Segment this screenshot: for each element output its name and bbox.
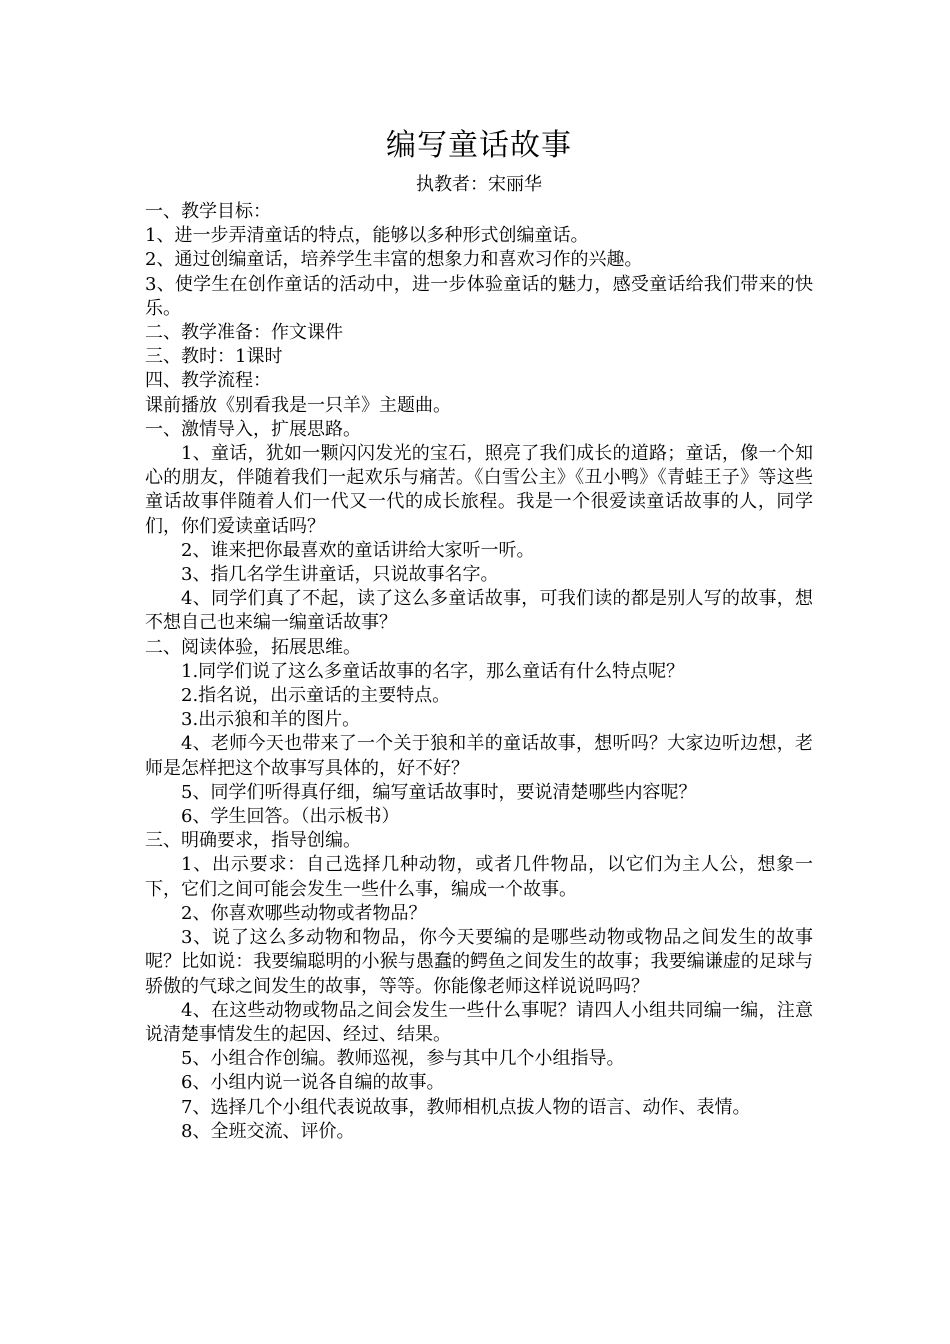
paragraph: 2、你喜欢哪些动物或者物品？ xyxy=(181,902,427,924)
paragraph: 5、小组合作创编。教师巡视，参与其中几个小组指导。 xyxy=(181,1048,625,1070)
document-body xyxy=(145,200,813,1144)
paragraph: 4、同学们真了不起，读了这么多童话故事，可我们读的都是别人写的故事，想不想自己也来编一编童话故事？ xyxy=(145,588,813,634)
paragraph: 一、激情导入，扩展思路。 xyxy=(145,418,361,440)
paragraph: 8、全班交流、评价。 xyxy=(181,1120,355,1142)
paragraph: 3、说了这么多动物和物品，你今天要编的是哪些动物或物品之间发生的故事呢？比如说：我要编聪明的小猴与愚蠢的鳄鱼之间发生的故事；我要编谦虚的足球与骄傲的气球之间发生的故事，等等。你能像老师这样说说吗吗？ xyxy=(145,927,813,997)
paragraph: 1、出示要求：自己选择几种动物，或者几件物品，以它们为主人公，想象一下，它们之间可能会发生一些什么事，编成一个故事。 xyxy=(145,854,813,900)
paragraph: 4、老师今天也带来了一个关于狼和羊的童话故事，想听吗？大家边听边想，老师是怎样把这个故事写具体的，好不好？ xyxy=(145,733,813,779)
paragraph: 二、阅读体验，拓展思维。 xyxy=(145,636,361,658)
paragraph: 一、教学目标： xyxy=(145,201,271,222)
paragraph: 7、选择几个小组代表说故事，教师相机点拔人物的语言、动作、表情。 xyxy=(181,1096,751,1118)
paragraph: 三、教时：1课时 xyxy=(145,346,283,368)
document-page xyxy=(145,124,813,1144)
document-author: 执教者：宋丽华 xyxy=(416,174,542,195)
paragraph: 课前播放《别看我是一只羊》主题曲。 xyxy=(145,394,451,416)
paragraph: 5、同学们听得真仔细，编写童话故事时，要说清楚哪些内容呢？ xyxy=(181,781,697,803)
paragraph: 2、谁来把你最喜欢的童话讲给大家听一听。 xyxy=(181,539,535,561)
paragraph: 1、童话，犹如一颗闪闪发光的宝石，照亮了我们成长的道路；童话，像一个知心的朋友，伴随着我们一起欢乐与痛苦。《白雪公主》《丑小鸭》《青蛙王子》等这些童话故事伴随着人们一代又一代的成长旅程。我是一个很爱读童话故事的人，同学们，你们爱读童话吗？ xyxy=(145,443,813,537)
paragraph: 二、教学准备：作文课件 xyxy=(145,322,343,344)
paragraph: 1、进一步弄清童话的特点，能够以多种形式创编童话。 xyxy=(145,225,589,247)
paragraph: 3.出示狼和羊的图片。 xyxy=(181,709,361,731)
document-title: 编写童话故事 xyxy=(386,128,572,163)
paragraph: 四、教学流程： xyxy=(145,370,271,392)
paragraph: 2、通过创编童话，培养学生丰富的想象力和喜欢习作的兴趣。 xyxy=(145,249,643,271)
paragraph: 三、明确要求，指导创编。 xyxy=(145,830,361,852)
paragraph: 6、小组内说一说各自编的故事。 xyxy=(181,1072,445,1094)
paragraph: 3、使学生在创作童话的活动中，进一步体验童话的魅力，感受童话给我们带来的快乐。 xyxy=(145,273,813,319)
paragraph: 1.同学们说了这么多童话故事的名字，那么童话有什么特点呢？ xyxy=(181,660,685,682)
paragraph: 2.指名说，出示童话的主要特点。 xyxy=(181,685,451,707)
paragraph: 6、学生回答。（出示板书） xyxy=(181,806,400,828)
paragraph: 3、指几名学生讲童话，只说故事名字。 xyxy=(181,564,499,586)
paragraph: 4、在这些动物或物品之间会发生一些什么事呢？请四人小组共同编一编，注意说清楚事情发生的起因、经过、结果。 xyxy=(145,999,813,1045)
